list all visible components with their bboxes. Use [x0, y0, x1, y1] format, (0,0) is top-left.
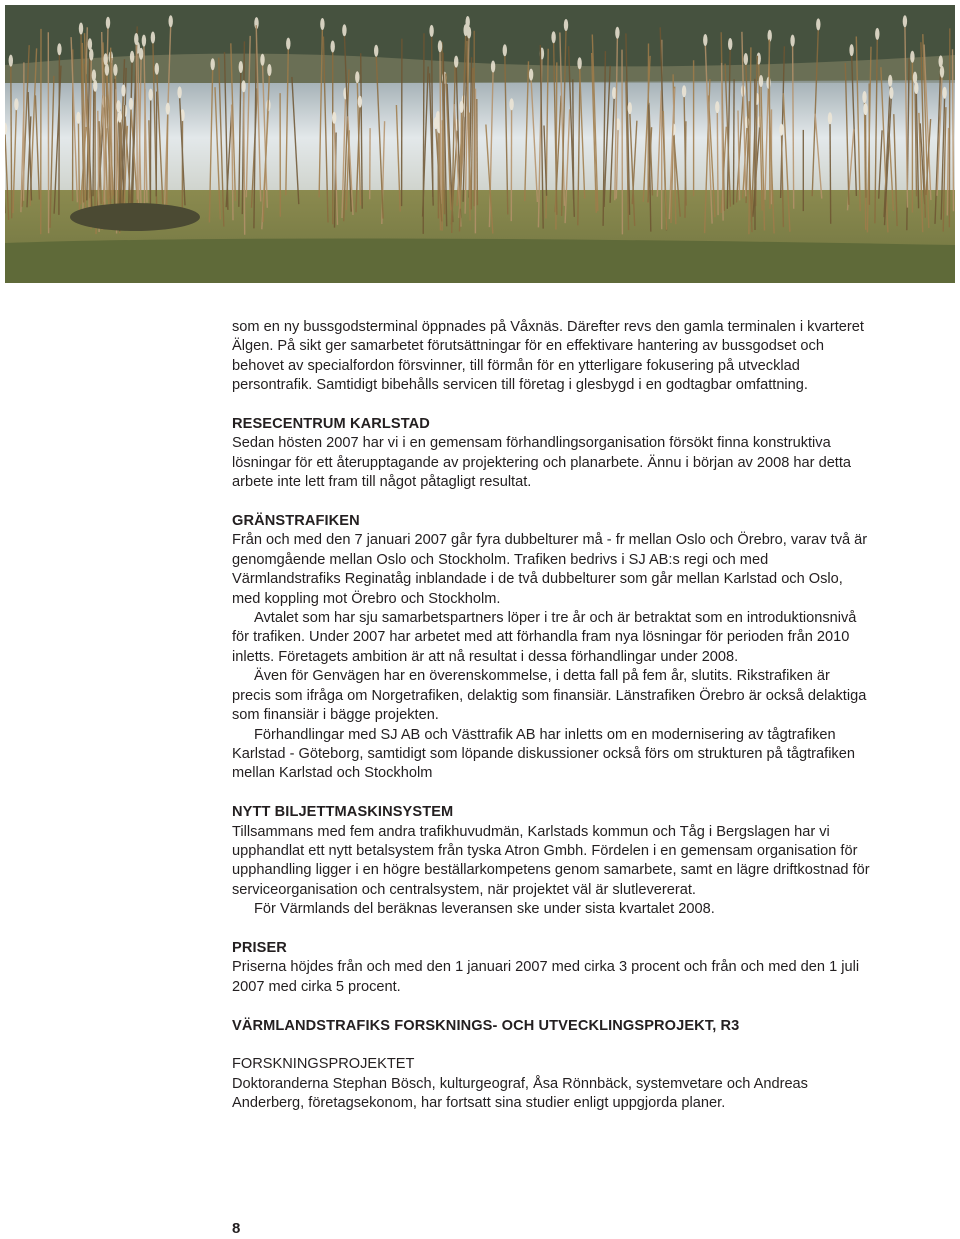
section-paragraph: Priserna höjdes från och med den 1 januari 2007 med cirka 3 procent och från och med den 1 juli 2007 med cirka 5 procent.	[232, 959, 860, 995]
section	[232, 512, 872, 784]
section-heading: GRÄNSTRAFIKEN	[232, 513, 360, 530]
header-photo-reeds-lake	[5, 5, 955, 283]
section-paragraph: Även för Genvägen har en överenskommelse, i detta fall på fem år, slutits. Rikstrafiken är precis som ifråga om Norgetrafiken, delaktig som finansiär. Länstrafiken Örebro är också delaktiga som finansiär i bägge projekten.	[232, 668, 867, 724]
sections-container	[232, 396, 872, 1114]
section	[232, 1017, 872, 1114]
section-heading: NYTT BILJETTMASKINSYSTEM	[232, 804, 454, 821]
section-subheading: FORSKNINGSPROJEKTET	[232, 1056, 415, 1073]
section-paragraph: Tillsammans med fem andra trafikhuvudmän, Karlstads kommun och Tåg i Bergslagen har vi upphandlat ett nytt betalsystem från tyska Atron Gmbh. Fördelen i en gemensam organisation för upphandling ligger i en högre beställarkompetens genom samarbete, samt en lägre driftkostnad för serviceorganisation och centralsystem, när projektet väl är slutlevererat.	[232, 823, 870, 898]
intro-text	[232, 318, 872, 396]
section	[232, 939, 872, 997]
section	[232, 803, 872, 919]
intro-paragraph: som en ny bussgodsterminal öppnades på Våxnäs. Därefter revs den gamla terminalen i kvarteret Älgen. På sikt ger samarbetet förutsättningar för en effektivare hantering av bussgodset och behovet av specialfordon försvinner, till förmån för en ytterligare fokusering på utvecklad persontrafik. Samtidigt bibehålls servicen till företag i glesbygd i en godtagbar omfattning.	[232, 319, 864, 394]
section-paragraph: Doktoranderna Stephan Bösch, kulturgeograf, Åsa Rönnbäck, systemvetare och Andreas Anderberg, företagsekonom, har fortsatt sina studier enligt uppgjorda planer.	[232, 1075, 808, 1112]
section-heading: RESECENTRUM KARLSTAD	[232, 416, 430, 433]
section-paragraph: Avtalet som har sju samarbetspartners löper i tre år och är betraktat som en introduktionsnivå för trafiken. Under 2007 har arbetet med att förhandla fram nya lösningar för perioden från 2010 inletts. Företagets ambition är att nå resultat i dessa förhandlingar under 2008.	[232, 610, 857, 665]
section-paragraph: Sedan hösten 2007 har vi i en gemensam förhandlingsorganisation försökt finna konstruktiva lösningar för ett återupptagande av projektering och planarbete. Ännu i början av 2008 har detta arbete inte lett fram till något påtagligt resultat.	[232, 435, 852, 491]
section-paragraph: Förhandlingar med SJ AB och Västtrafik AB har inletts om en modernisering av tågtrafiken Karlstad - Göteborg, samtidigt som löpande diskussioner också förs om strukturen på tågtrafiken mellan Karlstad och Stockholm	[232, 726, 855, 782]
reed-photo-illustration	[5, 5, 955, 283]
section	[232, 415, 872, 493]
page-number: 8	[232, 1220, 241, 1237]
section-heading: VÄRMLANDSTRAFIKS FORSKNINGS- OCH UTVECKLINGSPROJEKT, R3	[232, 1017, 740, 1034]
section-heading: PRISER	[232, 939, 287, 956]
body-text	[232, 318, 872, 1114]
section-paragraph: Från och med den 7 januari 2007 går fyra dubbelturer må - fr mellan Oslo och Örebro, varav två är genomgående mellan Oslo och Stockholm. Trafiken bedrivs i SJ AB:s regi och med Värmlandstrafiks Reginatåg inblandade i de två dubbelturer som går mellan Karlstad och Oslo, med koppling mot Örebro och Stockholm.	[232, 532, 868, 607]
section-paragraph: För Värmlands del beräknas leveransen ske under sista kvartalet 2008.	[254, 901, 715, 918]
